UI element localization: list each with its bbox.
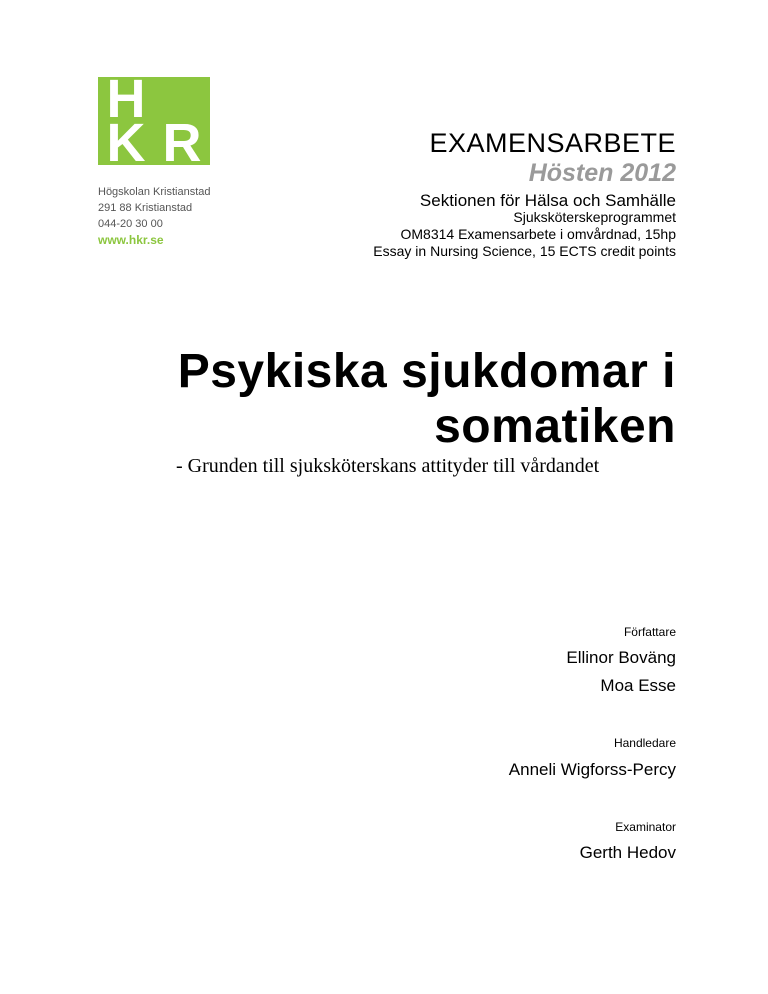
program-info: [373, 209, 676, 260]
logo-letter-r: R: [162, 113, 202, 173]
section-name: Sektionen för Hälsa och Samhälle: [419, 191, 676, 210]
institution-phone: 044-20 30 00: [98, 218, 163, 230]
thesis-title: [178, 344, 676, 454]
logo-letter-h: H: [106, 69, 146, 129]
logo-letter-k: K: [106, 113, 146, 173]
title-line-2: somatiken: [434, 400, 676, 453]
hkr-logo: [98, 69, 210, 173]
term: Hösten 2012: [528, 159, 676, 187]
institution-name: Högskolan Kristianstad: [98, 186, 211, 198]
document-type: EXAMENSARBETE: [429, 128, 676, 158]
supervisor-name: Anneli Wigforss-Percy: [508, 760, 676, 779]
title-line-1: Psykiska sjukdomar i: [177, 345, 676, 398]
course-code: OM8314 Examensarbete i omvårdnad, 15hp: [400, 226, 676, 242]
supervisor-label: Handledare: [613, 736, 676, 750]
author-name-1: Ellinor Boväng: [566, 648, 676, 667]
examiner-label: Examinator: [615, 820, 676, 834]
program-name: Sjuksköterskeprogrammet: [513, 209, 676, 225]
authors-label: Författare: [623, 625, 676, 639]
course-english: Essay in Nursing Science, 15 ECTS credit points: [373, 243, 676, 259]
institution-address: 291 88 Kristianstad: [98, 202, 193, 214]
institution-website-link[interactable]: www.hkr.se: [98, 233, 164, 247]
contact-block: [98, 184, 211, 248]
author-name-2: Moa Esse: [600, 676, 676, 695]
thesis-subtitle: - Grunden till sjuksköterskans attityder till vårdandet: [176, 455, 600, 477]
examiner-name: Gerth Hedov: [579, 843, 676, 862]
